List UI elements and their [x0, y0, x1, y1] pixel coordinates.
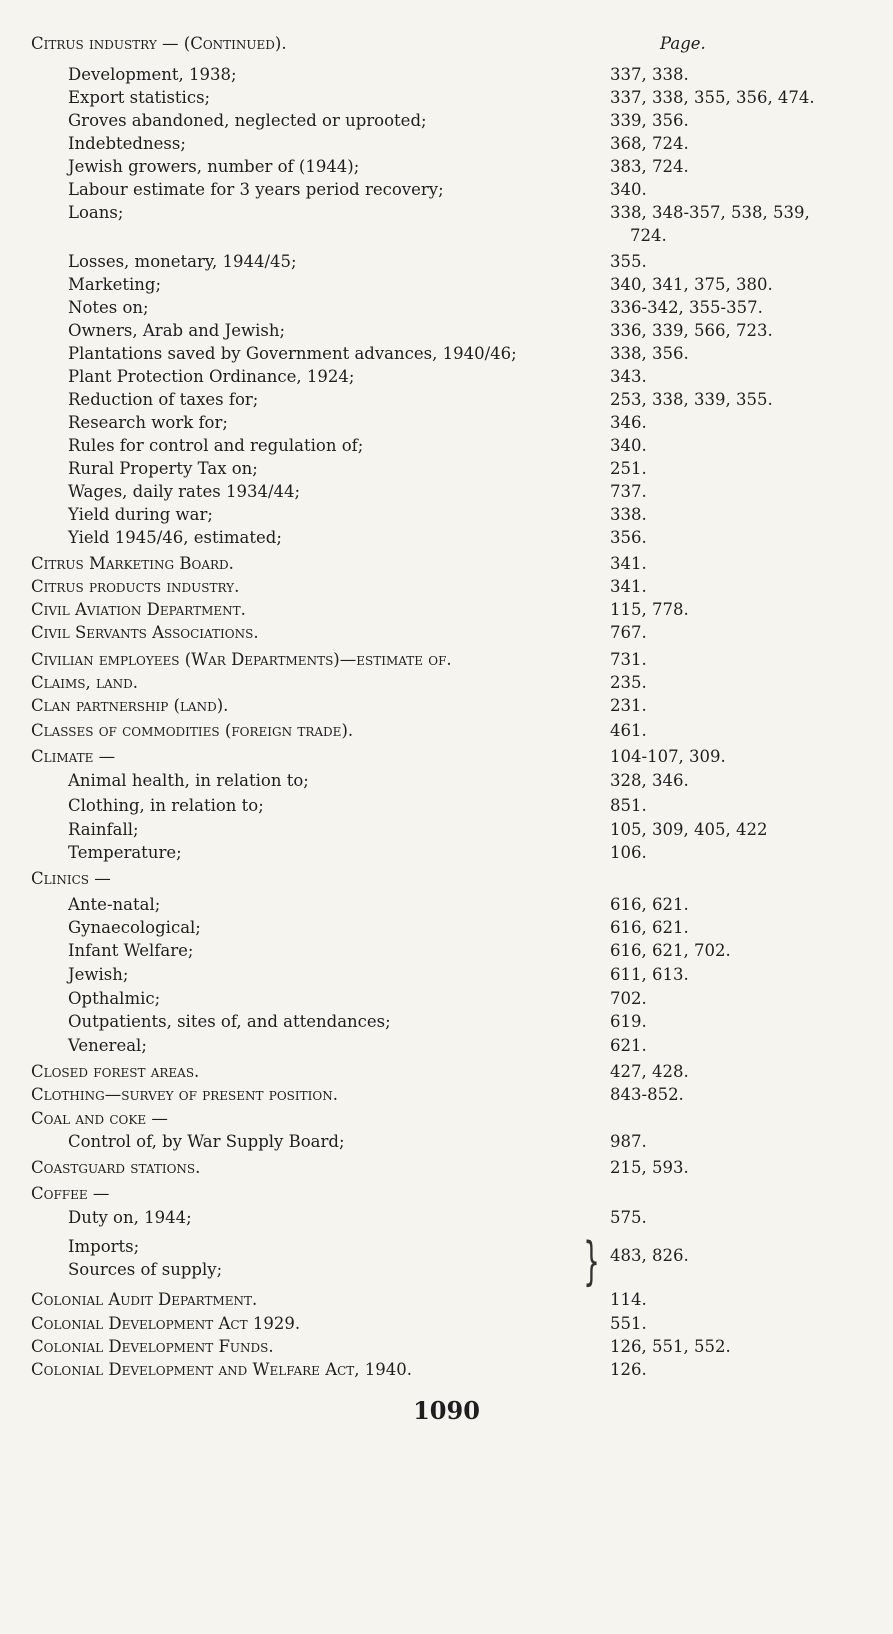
page-refs: 616, 621, 702. [610, 941, 731, 960]
page-refs: 575. [610, 1208, 647, 1227]
entry-heading: Citrus products industry. [31, 577, 240, 596]
index-entry [0, 795, 893, 817]
subentry-label: Clothing, in relation to; [68, 796, 264, 815]
entry-heading: Civilian employees (War Departments)—estimate of. [31, 650, 452, 669]
subentry-label: Animal health, in relation to; [68, 771, 309, 790]
page-refs: 215, 593. [610, 1158, 689, 1177]
page-refs: 339, 356. [610, 111, 689, 130]
subentry-label: Control of, by War Supply Board; [68, 1132, 345, 1151]
page-refs: 461. [610, 721, 647, 740]
index-entry [0, 179, 893, 201]
page-refs: 231. [610, 696, 647, 715]
entry-heading: Closed forest areas. [31, 1062, 200, 1081]
page-refs: 338, 356. [610, 344, 689, 363]
index-entry [0, 1035, 893, 1057]
index-entry [0, 1108, 893, 1130]
index-entry [0, 964, 893, 986]
page-refs: 616, 621. [610, 918, 689, 937]
page-refs: 767. [610, 623, 647, 642]
subentry-label: Notes on; [68, 298, 149, 317]
subentry-label: Rural Property Tax on; [68, 459, 258, 478]
index-entry [0, 1061, 893, 1083]
entry-heading: Colonial Development Funds. [31, 1337, 274, 1356]
page-refs: 340, 341, 375, 380. [610, 275, 773, 294]
entry-heading: Citrus Marketing Board. [31, 554, 234, 573]
index-entry [0, 1336, 893, 1358]
index-entry [0, 481, 893, 503]
subentry-label: Wages, daily rates 1934/44; [68, 482, 301, 501]
index-entry [0, 133, 893, 155]
index-entry [0, 720, 893, 742]
page-refs: 343. [610, 367, 647, 386]
entry-heading: Civil Servants Associations. [31, 623, 259, 642]
page-refs: 341. [610, 554, 647, 573]
brace-icon: } [583, 1232, 600, 1292]
index-entry [0, 868, 893, 890]
index-entry [0, 274, 893, 296]
page-refs: 235. [610, 673, 647, 692]
bracketed-pages: 483, 826. [610, 1246, 689, 1265]
page-refs: 338. [610, 505, 647, 524]
index-entry [0, 622, 893, 644]
subentry-label: Infant Welfare; [68, 941, 194, 960]
index-entry [0, 412, 893, 434]
entry-heading: Coastguard stations. [31, 1158, 201, 1177]
page-refs: 253, 338, 339, 355. [610, 390, 773, 409]
index-entry [0, 1207, 893, 1229]
subentry-label: Imports; [68, 1237, 140, 1256]
page-refs: 843-852. [610, 1085, 684, 1104]
index-entry [0, 1084, 893, 1106]
index-entry [0, 297, 893, 319]
subentry-label: Temperature; [68, 843, 182, 862]
index-entry [0, 156, 893, 178]
page-refs: 383, 724. [610, 157, 689, 176]
entry-heading: Coffee — [31, 1184, 110, 1203]
entry-heading: Classes of commodities (foreign trade). [31, 721, 354, 740]
page-refs: 737. [610, 482, 647, 501]
index-entry [0, 458, 893, 480]
page-refs: 115, 778. [610, 600, 689, 619]
subentry-label: Research work for; [68, 413, 228, 432]
subentry-label: Jewish growers, number of (1944); [68, 157, 360, 176]
subentry-label: Loans; [68, 203, 124, 222]
subentry-label: Rules for control and regulation of; [68, 436, 364, 455]
index-entry [0, 917, 893, 939]
subentry-label: Opthalmic; [68, 989, 161, 1008]
page-refs: 114. [610, 1290, 647, 1309]
page-refs: 356. [610, 528, 647, 547]
page-number: 1090 [413, 1396, 480, 1425]
page-refs: 336-342, 355-357. [610, 298, 763, 317]
index-entry [0, 64, 893, 86]
index-entry [0, 504, 893, 526]
page-refs: 346. [610, 413, 647, 432]
index-entry [0, 202, 893, 245]
subentry-label: Ante-natal; [68, 895, 161, 914]
page-refs: 338, 348-357, 538, 539, [610, 203, 810, 222]
subentry-label: Yield 1945/46, estimated; [68, 528, 282, 547]
subentry-label: Groves abandoned, neglected or uprooted; [68, 111, 427, 130]
index-entry [0, 110, 893, 132]
index-entry [0, 251, 893, 273]
index-entry [0, 842, 893, 864]
entry-heading: Climate — [31, 747, 116, 766]
page-refs: 731. [610, 650, 647, 669]
index-entry [0, 87, 893, 109]
page-refs: 621. [610, 1036, 647, 1055]
page-refs: 251. [610, 459, 647, 478]
page-refs: 337, 338. [610, 65, 689, 84]
page-refs: 328, 346. [610, 771, 689, 790]
page-refs: 336, 339, 566, 723. [610, 321, 773, 340]
index-entry [0, 366, 893, 388]
index-entry [0, 988, 893, 1010]
index-entry [0, 1259, 893, 1281]
index-entry [0, 527, 893, 549]
page-column-label: Page. [660, 34, 706, 53]
entry-heading: Colonial Development Act 1929. [31, 1314, 301, 1333]
subentry-label: Yield during war; [68, 505, 213, 524]
page-refs: 987. [610, 1132, 647, 1151]
page-refs: 616, 621. [610, 895, 689, 914]
page-refs: 340. [610, 436, 647, 455]
page-refs: 368, 724. [610, 134, 689, 153]
page-refs: 702. [610, 989, 647, 1008]
subentry-label: Sources of supply; [68, 1260, 223, 1279]
index-entry [0, 320, 893, 342]
index-entry [0, 1157, 893, 1179]
subentry-label: Owners, Arab and Jewish; [68, 321, 286, 340]
page-refs: 611, 613. [610, 965, 689, 984]
page-refs: 126. [610, 1360, 647, 1379]
index-entry [0, 695, 893, 717]
subentry-label: Outpatients, sites of, and attendances; [68, 1012, 391, 1031]
page-refs: 427, 428. [610, 1062, 689, 1081]
page-refs: 340. [610, 180, 647, 199]
subentry-label: Gynaecological; [68, 918, 201, 937]
page-refs-continued: 724. [630, 226, 667, 245]
index-entry [0, 576, 893, 598]
index-entry [0, 819, 893, 841]
index-entry [0, 1236, 893, 1258]
index-entry [0, 770, 893, 792]
entry-heading: Colonial Development and Welfare Act, 1940. [31, 1360, 413, 1379]
index-entry [0, 553, 893, 575]
continued-heading: Citrus industry — (Continued). [31, 34, 287, 53]
subentry-label: Venereal; [68, 1036, 147, 1055]
page-refs: 355. [610, 252, 647, 271]
subentry-label: Development, 1938; [68, 65, 237, 84]
page-refs: 126, 551, 552. [610, 1337, 731, 1356]
page-refs: 337, 338, 355, 356, 474. [610, 88, 815, 107]
page-refs: 106. [610, 843, 647, 862]
subentry-label: Jewish; [68, 965, 129, 984]
index-entry [0, 894, 893, 916]
entry-heading: Coal and coke — [31, 1109, 168, 1128]
subentry-label: Reduction of taxes for; [68, 390, 259, 409]
subentry-label: Marketing; [68, 275, 162, 294]
page-refs: 104-107, 309. [610, 747, 726, 766]
subentry-label: Losses, monetary, 1944/45; [68, 252, 297, 271]
subentry-label: Plant Protection Ordinance, 1924; [68, 367, 355, 386]
index-entry [0, 1131, 893, 1153]
subentry-label: Labour estimate for 3 years period recovery; [68, 180, 444, 199]
subentry-label: Indebtedness; [68, 134, 186, 153]
index-entry [0, 940, 893, 962]
entry-heading: Civil Aviation Department. [31, 600, 246, 619]
index-entry [0, 746, 893, 768]
page-refs: 551. [610, 1314, 647, 1333]
entry-heading: Clan partnership (land). [31, 696, 229, 715]
page-refs: 619. [610, 1012, 647, 1031]
subentry-label: Rainfall; [68, 820, 139, 839]
index-entry [0, 672, 893, 694]
index-entry [0, 435, 893, 457]
entry-heading: Claims, land. [31, 673, 138, 692]
index-entry [0, 649, 893, 671]
index-entry [0, 1359, 893, 1381]
index-entry [0, 1313, 893, 1335]
index-entry [0, 1289, 893, 1311]
index-entry [0, 1183, 893, 1205]
page-refs: 851. [610, 796, 647, 815]
index-entry [0, 599, 893, 621]
subentry-label: Plantations saved by Government advances, 1940/46; [68, 344, 517, 363]
index-entry [0, 343, 893, 365]
page-refs: 105, 309, 405, 422 [610, 820, 768, 839]
index-entry [0, 389, 893, 411]
subentry-label: Duty on, 1944; [68, 1208, 192, 1227]
subentry-label: Export statistics; [68, 88, 211, 107]
index-entry [0, 1011, 893, 1033]
entry-heading: Colonial Audit Department. [31, 1290, 258, 1309]
entry-heading: Clothing—survey of present position. [31, 1085, 338, 1104]
page-refs: 341. [610, 577, 647, 596]
entry-heading: Clinics — [31, 869, 111, 888]
